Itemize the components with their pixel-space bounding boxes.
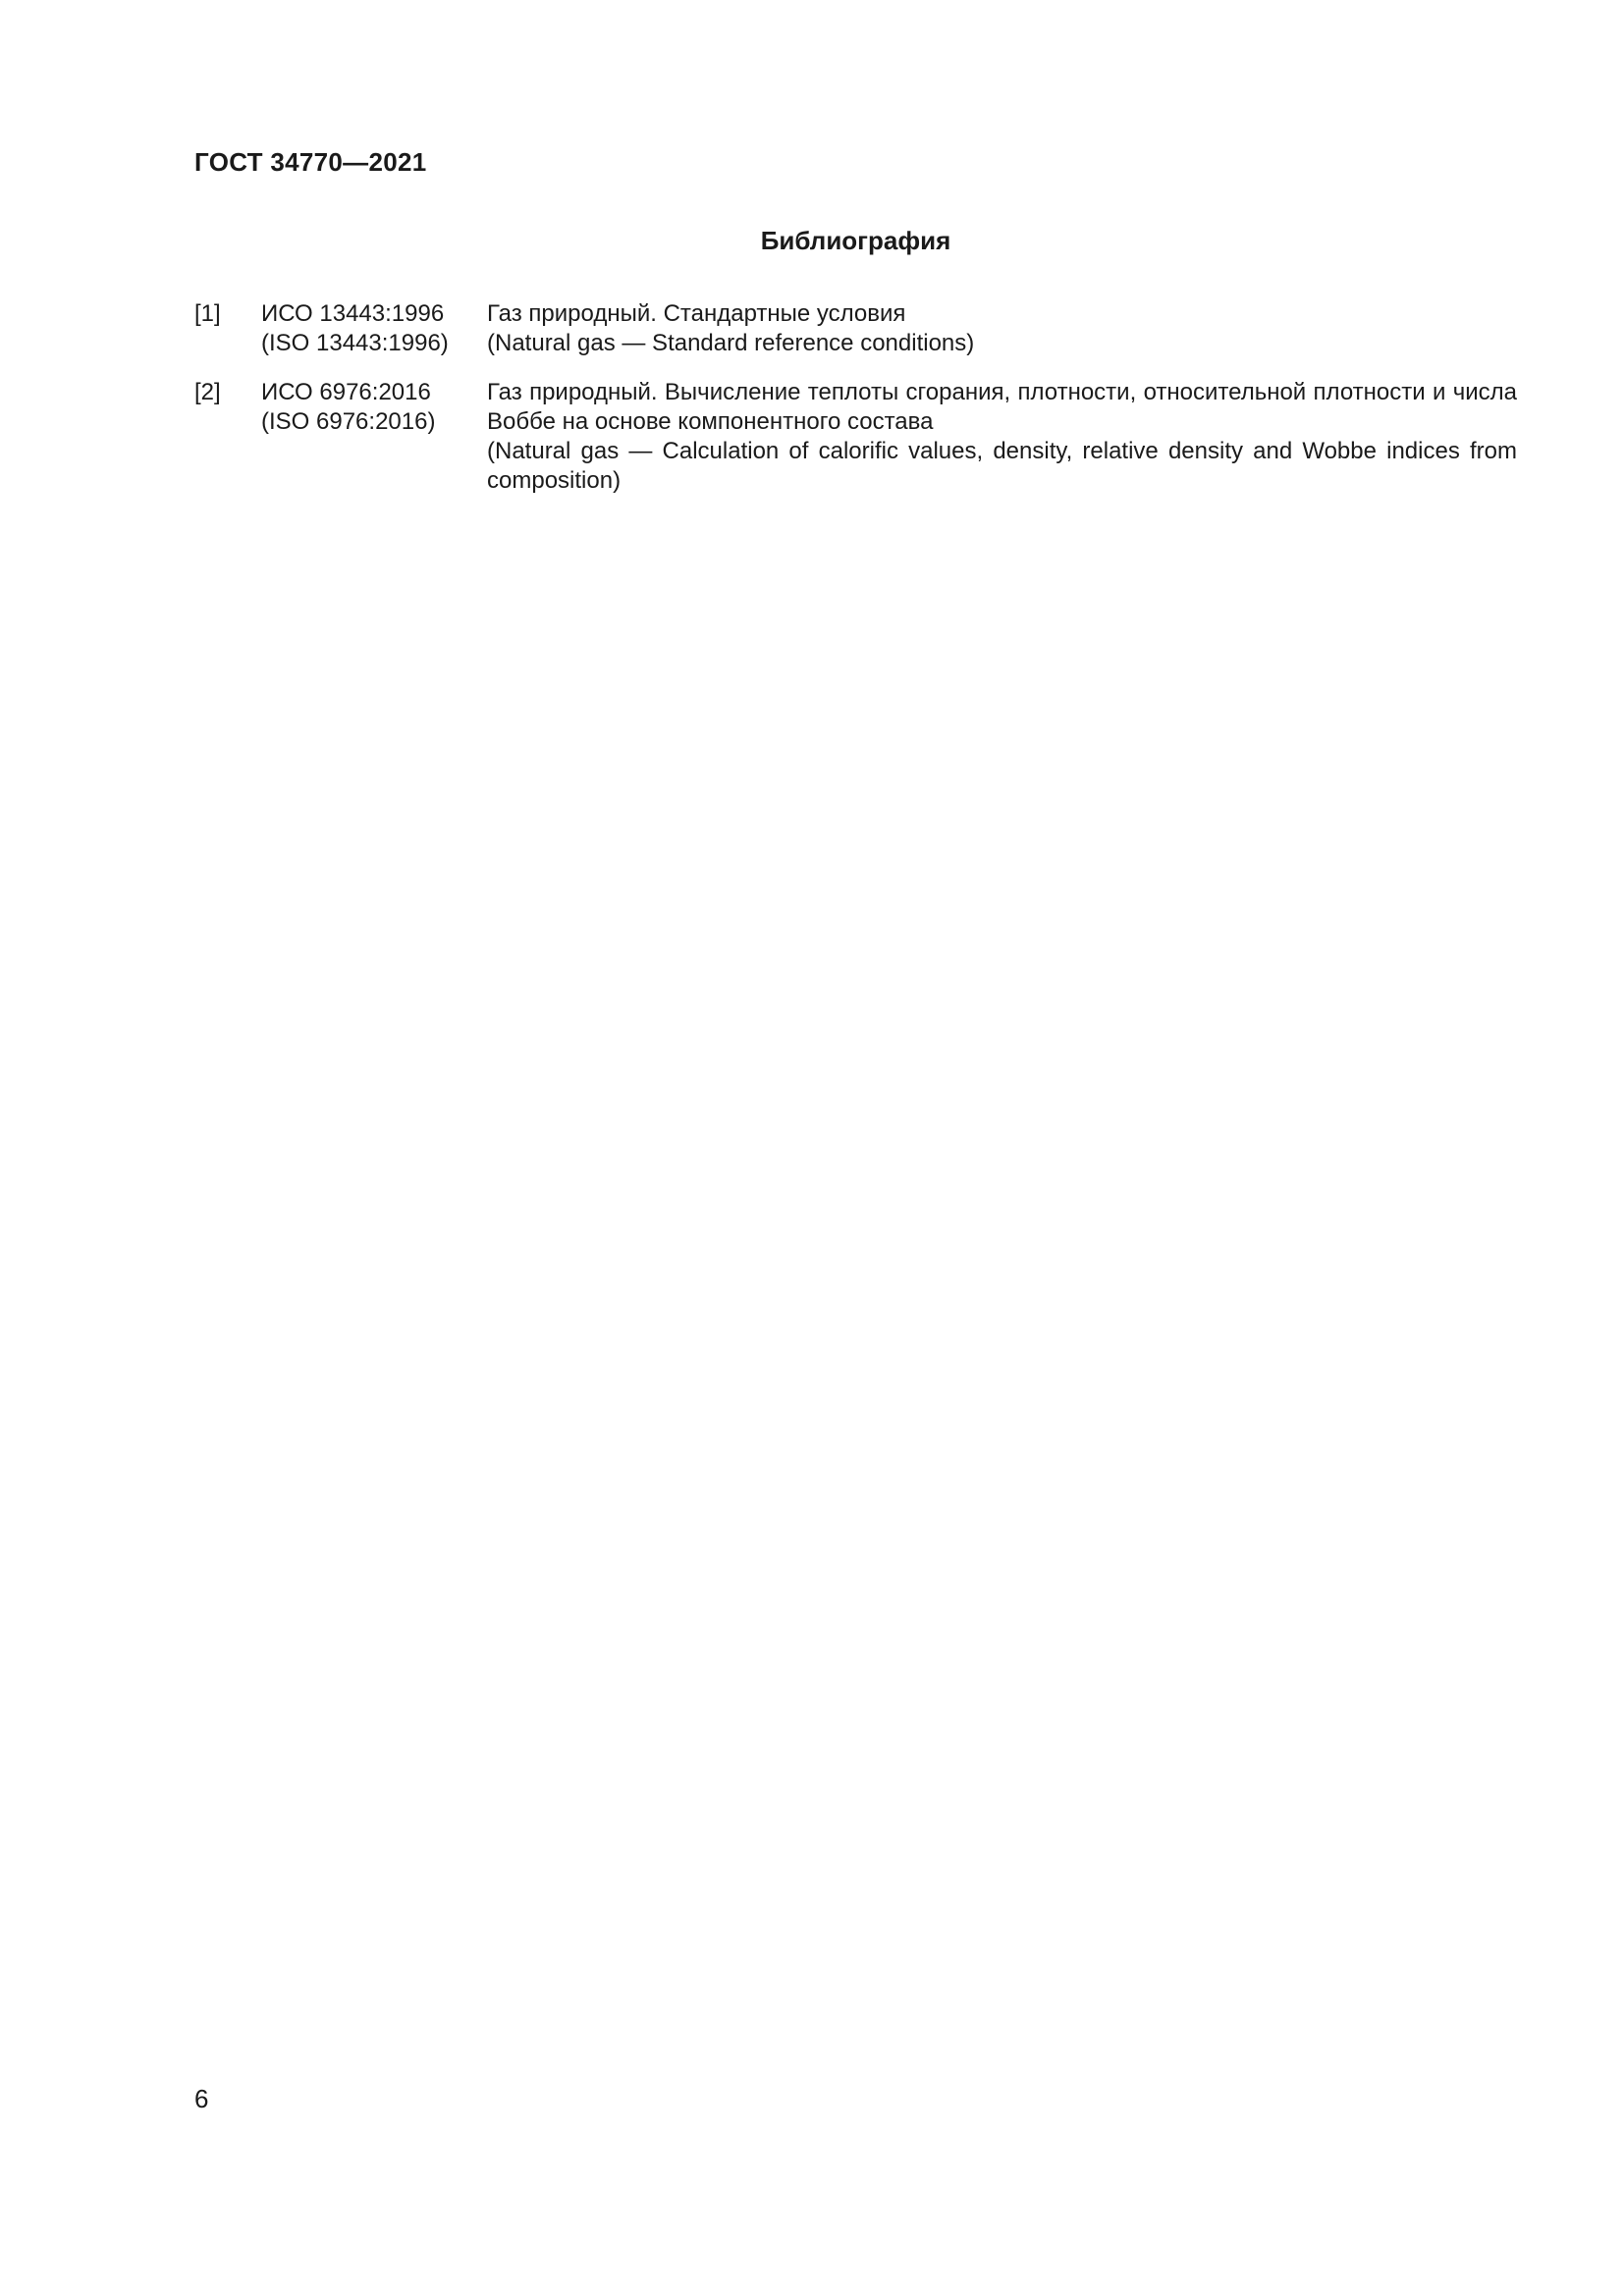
standard-title-ru: Газ природный. Вычисление теплоты сгорания, плотности, относительной плотности и числа Воббе на основе компонентного состава xyxy=(487,379,1517,435)
standard-title-ru: Газ природный. Стандартные условия xyxy=(487,300,906,327)
entry-number: [2] xyxy=(194,379,221,405)
standard-designation-ru: ИСО 6976:2016 xyxy=(261,379,431,405)
standard-designation xyxy=(261,378,487,496)
section-title: Библиография xyxy=(760,226,951,255)
standard-title-en: (Natural gas — Standard reference conditions) xyxy=(487,330,975,356)
standard-title-en: (Natural gas — Calculation of calorific values, density, relative density and Wobbe indices from composition) xyxy=(487,438,1517,494)
entry-number: [1] xyxy=(194,300,221,327)
standard-title xyxy=(487,299,1517,358)
bibliography-entry xyxy=(194,299,1517,358)
standard-designation-en: (ISO 13443:1996) xyxy=(261,330,449,356)
page-number: 6 xyxy=(194,2084,209,2113)
bibliography-entry xyxy=(194,378,1517,496)
bibliography-list xyxy=(194,299,1517,515)
standard-designation-en: (ISO 6976:2016) xyxy=(261,408,436,435)
document-code-header: ГОСТ 34770—2021 xyxy=(194,147,427,177)
standard-designation-ru: ИСО 13443:1996 xyxy=(261,300,445,327)
standard-title xyxy=(487,378,1517,496)
standard-designation xyxy=(261,299,487,358)
